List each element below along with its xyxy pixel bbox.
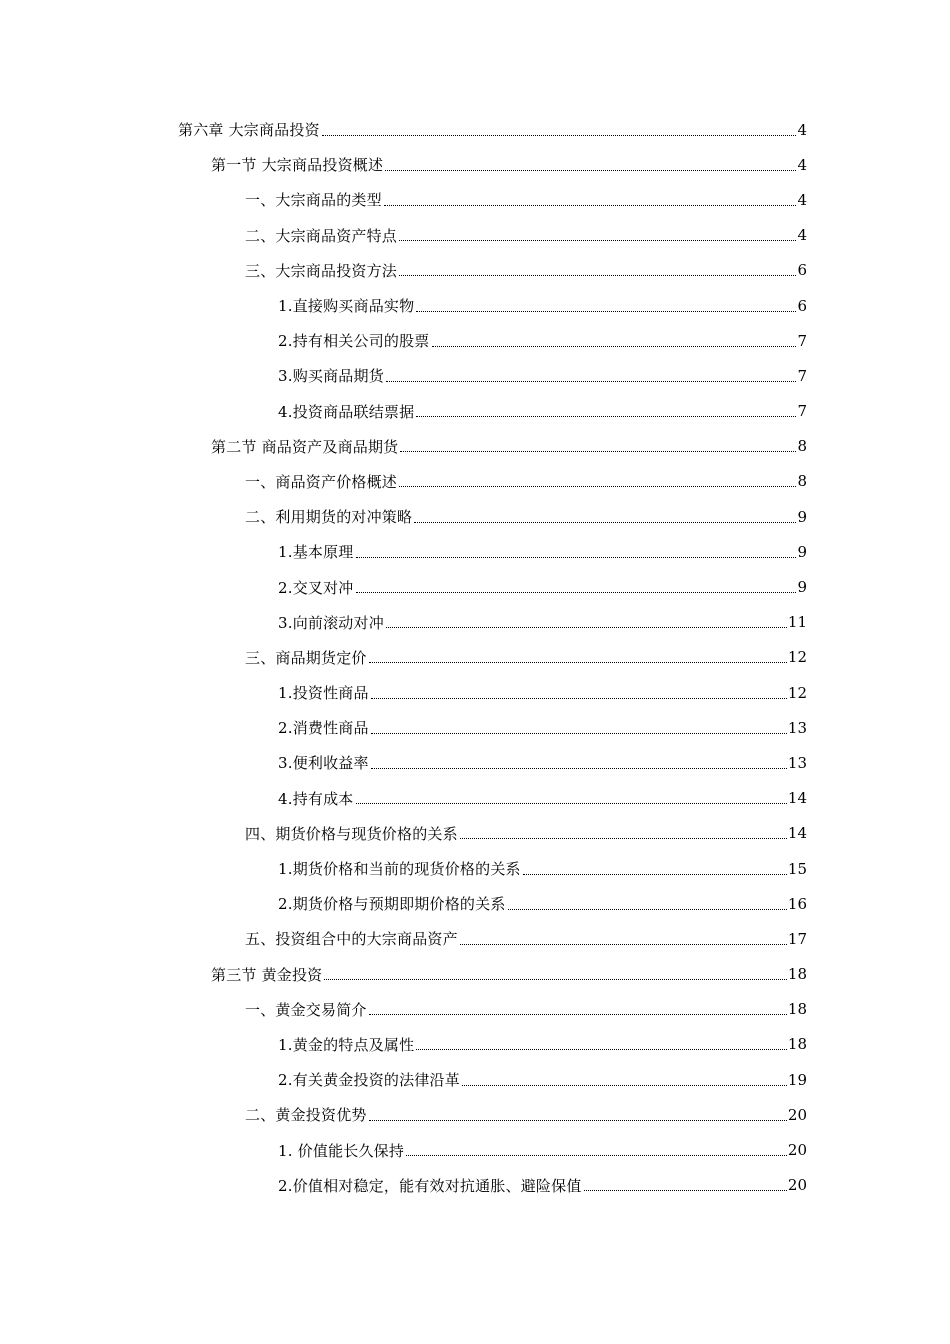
toc-entry-page-number: 19 [787, 1070, 807, 1089]
dot-leader [386, 380, 797, 382]
toc-entry-page-number: 9 [797, 507, 807, 526]
toc-entry-title: 2.持有相关公司的股票 [278, 332, 430, 351]
dot-leader [369, 1013, 787, 1015]
toc-entry-page-number: 16 [787, 894, 807, 913]
toc-entry[interactable] [0, 182, 950, 217]
toc-entry-title: 4.投资商品联结票据 [278, 402, 415, 421]
toc-entry-title: 3.购买商品期货 [278, 367, 384, 386]
dot-leader [371, 697, 787, 699]
toc-entry-page-number: 20 [787, 1105, 807, 1124]
toc-entry-title: 2.消费性商品 [278, 719, 369, 738]
toc-entry[interactable] [0, 1168, 950, 1203]
toc-entry-page-number: 4 [797, 155, 807, 174]
toc-entry-page-number: 4 [797, 226, 807, 245]
toc-entry-title: 2.价值相对稳定，能有效对抗通胀、避险保值 [278, 1176, 582, 1195]
toc-entry[interactable] [0, 534, 950, 569]
toc-entry-title: 1.基本原理 [278, 543, 354, 562]
toc-entry[interactable] [0, 323, 950, 358]
toc-entry-page-number: 20 [787, 1141, 807, 1160]
dot-leader [371, 767, 787, 769]
dot-leader [399, 239, 796, 241]
dot-leader [386, 626, 787, 628]
toc-entry-page-number: 7 [797, 366, 807, 385]
dot-leader [399, 274, 796, 276]
toc-entry[interactable] [0, 605, 950, 640]
dot-leader [399, 485, 796, 487]
toc-entry[interactable] [0, 957, 950, 992]
toc-entry-title: 第三节 黄金投资 [211, 965, 323, 984]
toc-entry-title: 第二节 商品资产及商品期货 [211, 437, 399, 456]
dot-leader [416, 1048, 787, 1050]
dot-leader [400, 450, 796, 452]
toc-entry[interactable] [0, 147, 950, 182]
dot-leader [508, 908, 787, 910]
toc-entry-page-number: 7 [797, 331, 807, 350]
toc-entry[interactable] [0, 358, 950, 393]
dot-leader [523, 873, 787, 875]
toc-entry[interactable] [0, 288, 950, 323]
toc-entry-title: 1.直接购买商品实物 [278, 297, 415, 316]
toc-entry-title: 1.投资性商品 [278, 684, 369, 703]
toc-entry[interactable] [0, 710, 950, 745]
toc-entry-page-number: 20 [787, 1176, 807, 1195]
toc-entry-title: 第一节 大宗商品投资概述 [211, 156, 384, 175]
toc-entry-title: 三、商品期货定价 [245, 648, 367, 667]
toc-entry-title: 一、黄金交易简介 [245, 1000, 367, 1019]
toc-entry-page-number: 4 [797, 120, 807, 139]
dot-leader [584, 1189, 787, 1191]
toc-entry[interactable] [0, 781, 950, 816]
toc-entry-title: 1.黄金的特点及属性 [278, 1035, 415, 1054]
dot-leader [369, 661, 787, 663]
toc-entry[interactable] [0, 499, 950, 534]
toc-entry-title: 2.期货价格与预期即期价格的关系 [278, 895, 506, 914]
toc-entry-page-number: 9 [797, 542, 807, 561]
toc-entry-title: 第六章 大宗商品投资 [178, 121, 320, 140]
dot-leader [356, 802, 787, 804]
toc-entry[interactable] [0, 992, 950, 1027]
toc-entry-title: 一、大宗商品的类型 [245, 191, 382, 210]
toc-entry[interactable] [0, 851, 950, 886]
toc-entry[interactable] [0, 640, 950, 675]
dot-leader [371, 732, 787, 734]
toc-entry-page-number: 4 [797, 190, 807, 209]
dot-leader [460, 943, 787, 945]
table-of-contents [0, 112, 950, 1203]
toc-entry-title: 二、利用期货的对冲策略 [245, 508, 413, 527]
toc-entry-page-number: 7 [797, 402, 807, 421]
toc-entry-title: 1. 价值能长久保持 [278, 1141, 405, 1160]
dot-leader [416, 415, 796, 417]
dot-leader [460, 837, 787, 839]
toc-entry-page-number: 6 [797, 261, 807, 280]
toc-entry[interactable] [0, 1027, 950, 1062]
toc-entry-page-number: 18 [787, 965, 807, 984]
toc-entry-page-number: 18 [787, 1000, 807, 1019]
toc-entry-title: 3.向前滚动对冲 [278, 613, 384, 632]
toc-entry[interactable] [0, 218, 950, 253]
dot-leader [369, 1119, 787, 1121]
dot-leader [356, 591, 797, 593]
dot-leader [462, 1084, 787, 1086]
dot-leader [356, 556, 797, 558]
toc-entry[interactable] [0, 921, 950, 956]
toc-entry[interactable] [0, 886, 950, 921]
toc-entry-page-number: 6 [797, 296, 807, 315]
toc-entry-page-number: 8 [797, 472, 807, 491]
toc-entry-title: 四、期货价格与现货价格的关系 [245, 824, 458, 843]
toc-entry-page-number: 13 [787, 753, 807, 772]
toc-entry-title: 二、黄金投资优势 [245, 1106, 367, 1125]
toc-entry-title: 3.便利收益率 [278, 754, 369, 773]
dot-leader [324, 978, 787, 980]
dot-leader [406, 1154, 787, 1156]
toc-entry[interactable] [0, 112, 950, 147]
toc-entry[interactable] [0, 745, 950, 780]
toc-entry[interactable] [0, 1097, 950, 1132]
toc-entry-page-number: 18 [787, 1035, 807, 1054]
toc-entry[interactable] [0, 569, 950, 604]
dot-leader [384, 204, 797, 206]
toc-entry-title: 一、商品资产价格概述 [245, 472, 398, 491]
toc-entry[interactable] [0, 1132, 950, 1167]
toc-entry-title: 二、大宗商品资产特点 [245, 226, 398, 245]
dot-leader [322, 134, 797, 136]
dot-leader [416, 310, 796, 312]
toc-entry-page-number: 8 [797, 437, 807, 456]
toc-entry-page-number: 9 [797, 578, 807, 597]
toc-entry-page-number: 14 [787, 789, 807, 808]
toc-entry-page-number: 15 [787, 859, 807, 878]
toc-entry-title: 1.期货价格和当前的现货价格的关系 [278, 860, 521, 879]
toc-entry-page-number: 12 [787, 683, 807, 702]
toc-entry-title: 五、投资组合中的大宗商品资产 [245, 930, 458, 949]
toc-entry[interactable] [0, 675, 950, 710]
toc-entry-title: 2.交叉对冲 [278, 578, 354, 597]
toc-entry-page-number: 11 [787, 613, 807, 632]
dot-leader [385, 169, 796, 171]
toc-entry-title: 4.持有成本 [278, 789, 354, 808]
toc-entry[interactable] [0, 816, 950, 851]
toc-entry[interactable] [0, 394, 950, 429]
toc-entry[interactable] [0, 1062, 950, 1097]
toc-entry-title: 三、大宗商品投资方法 [245, 261, 398, 280]
toc-entry-page-number: 13 [787, 718, 807, 737]
toc-entry-title: 2.有关黄金投资的法律沿革 [278, 1071, 460, 1090]
toc-entry[interactable] [0, 429, 950, 464]
toc-entry[interactable] [0, 253, 950, 288]
toc-entry-page-number: 17 [787, 929, 807, 948]
dot-leader [432, 345, 797, 347]
toc-entry[interactable] [0, 464, 950, 499]
toc-entry-page-number: 12 [787, 648, 807, 667]
toc-entry-page-number: 14 [787, 824, 807, 843]
dot-leader [414, 521, 796, 523]
